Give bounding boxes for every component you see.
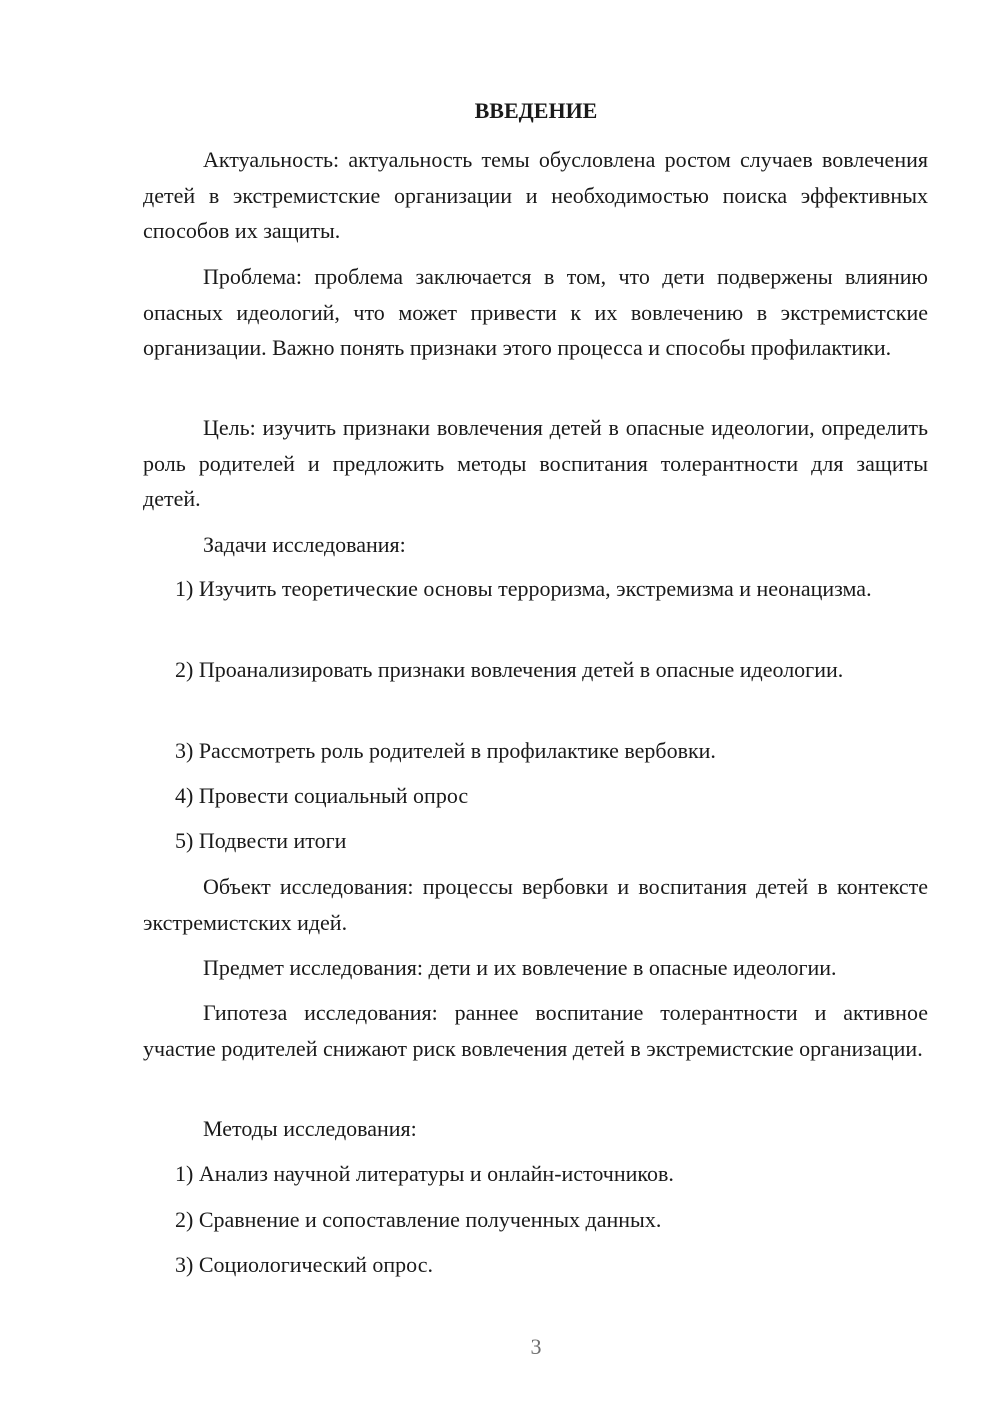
method-item-3: 3) Социологический опрос. bbox=[175, 1252, 433, 1277]
methods-heading: Методы исследования: bbox=[203, 1116, 417, 1141]
page-number: 3 bbox=[530, 1334, 542, 1359]
hypothesis-paragraph: Гипотеза исследования: раннее воспитание толерантности и активное участие родителей снижают риск вовлечения детей в экстремистские организации. bbox=[143, 1000, 928, 1061]
subject-paragraph: Предмет исследования: дети и их вовлечение в опасные идеологии. bbox=[203, 955, 837, 980]
relevance-paragraph: Актуальность: актуальность темы обусловлена ростом случаев вовлечения детей в экстремистские организации и необходимостью поиска эффективных способов их защиты. bbox=[143, 147, 928, 243]
section-title: ВВЕДЕНИЕ bbox=[474, 98, 598, 123]
tasks-heading: Задачи исследования: bbox=[203, 532, 406, 557]
task-item-4: 4) Провести социальный опрос bbox=[175, 783, 469, 808]
task-item-2: 2) Проанализировать признаки вовлечения детей в опасные идеологии. bbox=[175, 657, 844, 682]
goal-paragraph: Цель: изучить признаки вовлечения детей в опасные идеологии, определить роль родителей и предложить методы воспитания толерантности для защиты детей. bbox=[143, 415, 928, 511]
problem-paragraph: Проблема: проблема заключается в том, что дети подвержены влиянию опасных идеологий, что может привести к их вовлечению в экстремистские организации. Важно понять признаки этого процесса и способы профилактики. bbox=[143, 264, 928, 360]
task-item-5: 5) Подвести итоги bbox=[175, 828, 347, 853]
method-item-2: 2) Сравнение и сопоставление полученных данных. bbox=[175, 1207, 662, 1232]
task-item-3: 3) Рассмотреть роль родителей в профилактике вербовки. bbox=[175, 738, 716, 763]
object-paragraph: Объект исследования: процессы вербовки и воспитания детей в контексте экстремистских идей. bbox=[143, 874, 928, 935]
method-item-1: 1) Анализ научной литературы и онлайн-источников. bbox=[175, 1161, 674, 1186]
task-item-1: 1) Изучить теоретические основы терроризма, экстремизма и неонацизма. bbox=[175, 576, 872, 601]
